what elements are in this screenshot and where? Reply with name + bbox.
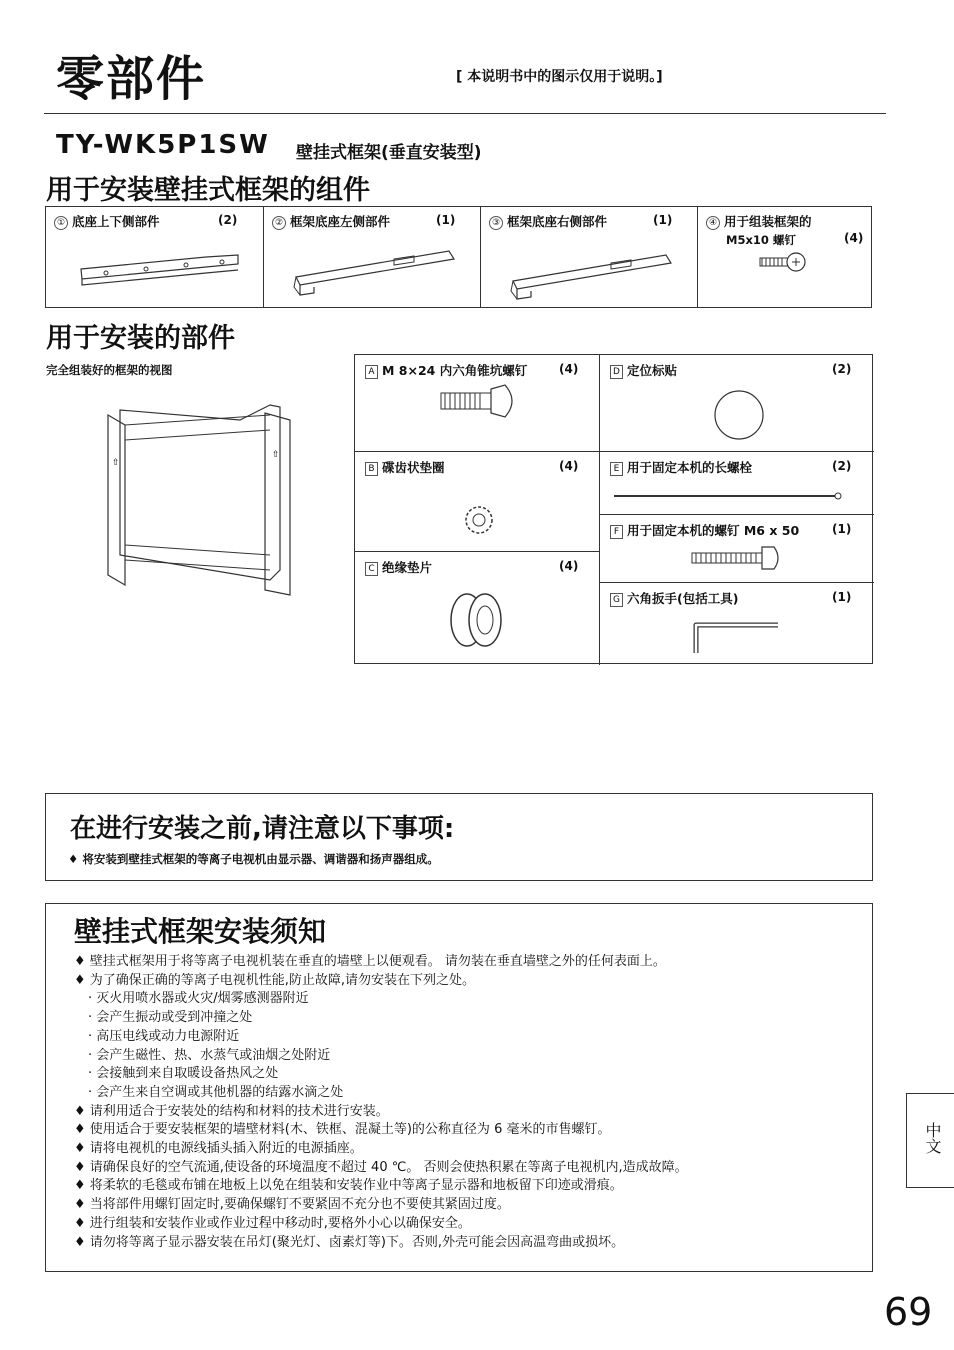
illustration-note: [ 本说明书中的图示仅用于说明。] [456, 69, 663, 85]
install-part-e: E 用于固定本机的长螺栓 (2) [600, 452, 874, 515]
install-part-d: D 定位标贴 (2) [600, 355, 874, 452]
m5-screw-illustration [698, 207, 873, 307]
note-item: ♦ 请勿将等离子显示器安装在吊灯(聚光灯、卤素灯等)下。否则,外壳可能会因高温弯曲或损坏。 [74, 1234, 625, 1250]
part-name: 碟齿状垫圈 [382, 460, 445, 475]
note-subitem: · 高压电线或动力电源附近 [88, 1028, 240, 1044]
header-rule [44, 113, 886, 114]
install-notes-heading: 壁挂式框架安装须知 [74, 915, 327, 948]
part-name-line2: M5x10 螺钉 [726, 233, 796, 247]
install-parts-table [354, 354, 873, 664]
part-qty: (1) [832, 590, 852, 604]
note-subitem: · 会产生来自空调或其他机器的结露水滴之处 [88, 1084, 344, 1100]
frame-parts-table [45, 206, 872, 308]
note-item: ♦ 请将电视机的电源线插头插入附近的电源插座。 [74, 1141, 363, 1157]
part-qty: (2) [218, 213, 238, 227]
part-qty: (4) [559, 459, 579, 473]
note-item: ♦ 请利用适合于安装处的结构和材料的技术进行安装。 [74, 1103, 389, 1119]
page-title: 零部件 [56, 51, 207, 107]
note-item: ♦ 请确保良好的空气流通,使设备的环境温度不超过 40 ℃。 否则会使热积累在等离子电视机内,造成故障。 [74, 1159, 688, 1175]
part-qty: (1) [436, 213, 456, 227]
part-qty: (1) [832, 522, 852, 536]
note-subitem: · 会产生磁性、热、水蒸气或油烟之处附近 [88, 1047, 331, 1063]
frame-part-4: ④ 用于组装框架的 M5x10 螺钉 (4) [698, 207, 873, 307]
part-name: 定位标贴 [627, 363, 678, 378]
install-part-b: B 碟齿状垫圈 (4) [355, 452, 600, 552]
model-description: 壁挂式框架(垂直安装型) [296, 143, 482, 163]
before-install-item: ♦ 将安装到壁挂式框架的等离子电视机由显示器、调谐器和扬声器组成。 [68, 852, 439, 866]
before-install-box [45, 793, 873, 881]
language-tab-label: 中文 [923, 1122, 942, 1154]
note-item: ♦ 为了确保正确的等离子电视机性能,防止故障,请勿安装在下列之处。 [74, 972, 476, 988]
install-part-g: G 六角扳手(包括工具) (1) [600, 583, 874, 665]
part-qty: (2) [832, 459, 852, 473]
base-rail-illustration [46, 207, 264, 307]
hex-wrench-illustration [600, 583, 874, 665]
part-qty: (4) [559, 362, 579, 376]
install-notes-list [74, 953, 864, 1252]
right-base-illustration [481, 207, 698, 307]
svg-text:⇧: ⇧ [272, 450, 280, 460]
note-item: ♦ 进行组装和安装作业或作业过程中移动时,要格外小心以确保安全。 [74, 1215, 471, 1231]
install-part-f: F 用于固定本机的螺钉 M6 x 50 (1) [600, 515, 874, 583]
part-name: 六角扳手(包括工具) [627, 591, 739, 606]
section-install-parts-heading: 用于安装的部件 [46, 323, 235, 354]
frame-part-2: ② 框架底座左侧部件 (1) [264, 207, 481, 307]
position-sticker-illustration [600, 355, 874, 452]
note-item: ♦ 壁挂式框架用于将等离子电视机装在垂直的墙壁上以便观看。 请勿装在垂直墙壁之外的任何表面上。 [74, 954, 666, 969]
m8-screw-illustration [355, 355, 600, 452]
part-name: 用于组装框架的 [724, 214, 812, 229]
section-frame-components-heading: 用于安装壁挂式框架的组件 [46, 175, 370, 206]
part-qty: (1) [653, 213, 673, 227]
note-subitem: · 会接触到来自取暖设备热风之处 [88, 1066, 279, 1082]
note-item: ♦ 使用适合于要安装框架的墙壁材料(木、铁框、混凝土等)的公称直径为 6 毫米的市售螺钉。 [74, 1122, 611, 1138]
long-bolt-illustration [600, 452, 874, 515]
part-qty: (2) [832, 362, 852, 376]
part-name: 用于固定本机的长螺栓 [627, 460, 753, 475]
frame-part-1: ① 底座上下侧部件 (2) [46, 207, 264, 307]
frame-part-3: ③ 框架底座右侧部件 (1) [481, 207, 698, 307]
part-name: 用于固定本机的螺钉 M6 x 50 [627, 523, 800, 538]
svg-text:⇧: ⇧ [112, 458, 120, 468]
assembled-frame-illustration [90, 395, 320, 595]
note-subitem: · 灭火用喷水器或火灾/烟雾感测器附近 [88, 991, 309, 1007]
left-base-illustration [264, 207, 481, 307]
part-name: 底座上下侧部件 [72, 214, 160, 229]
language-tab [906, 1093, 954, 1188]
before-install-heading: 在进行安装之前,请注意以下事项: [70, 814, 455, 844]
model-number: TY-WK5P1SW [56, 130, 270, 160]
page-number: 69 [884, 1290, 933, 1334]
m6-screw-illustration [600, 515, 874, 583]
part-name: 绝缘垫片 [382, 560, 433, 575]
part-name: 框架底座右侧部件 [507, 214, 608, 229]
insulation-spacer-illustration [355, 552, 600, 665]
part-qty: (4) [844, 231, 864, 245]
part-qty: (4) [559, 559, 579, 573]
note-item: ♦ 当将部件用螺钉固定时,要确保螺钉不要紧固不充分也不要使其紧固过度。 [74, 1197, 510, 1213]
install-part-a: A M 8×24 内六角锥坑螺钉 (4) [355, 355, 600, 452]
washer-illustration [355, 452, 600, 552]
install-part-c: C 绝缘垫片 (4) [355, 552, 600, 665]
note-item: ♦ 将柔软的毛毯或布铺在地板上以免在组装和安装作业中等离子显示器和地板留下印迹或滑痕。 [74, 1178, 623, 1194]
assembled-view-label: 完全组装好的框架的视图 [46, 363, 173, 377]
note-subitem: · 会产生振动或受到冲撞之处 [88, 1010, 253, 1026]
part-name: M 8×24 内六角锥坑螺钉 [382, 363, 528, 378]
part-name: 框架底座左侧部件 [290, 214, 391, 229]
